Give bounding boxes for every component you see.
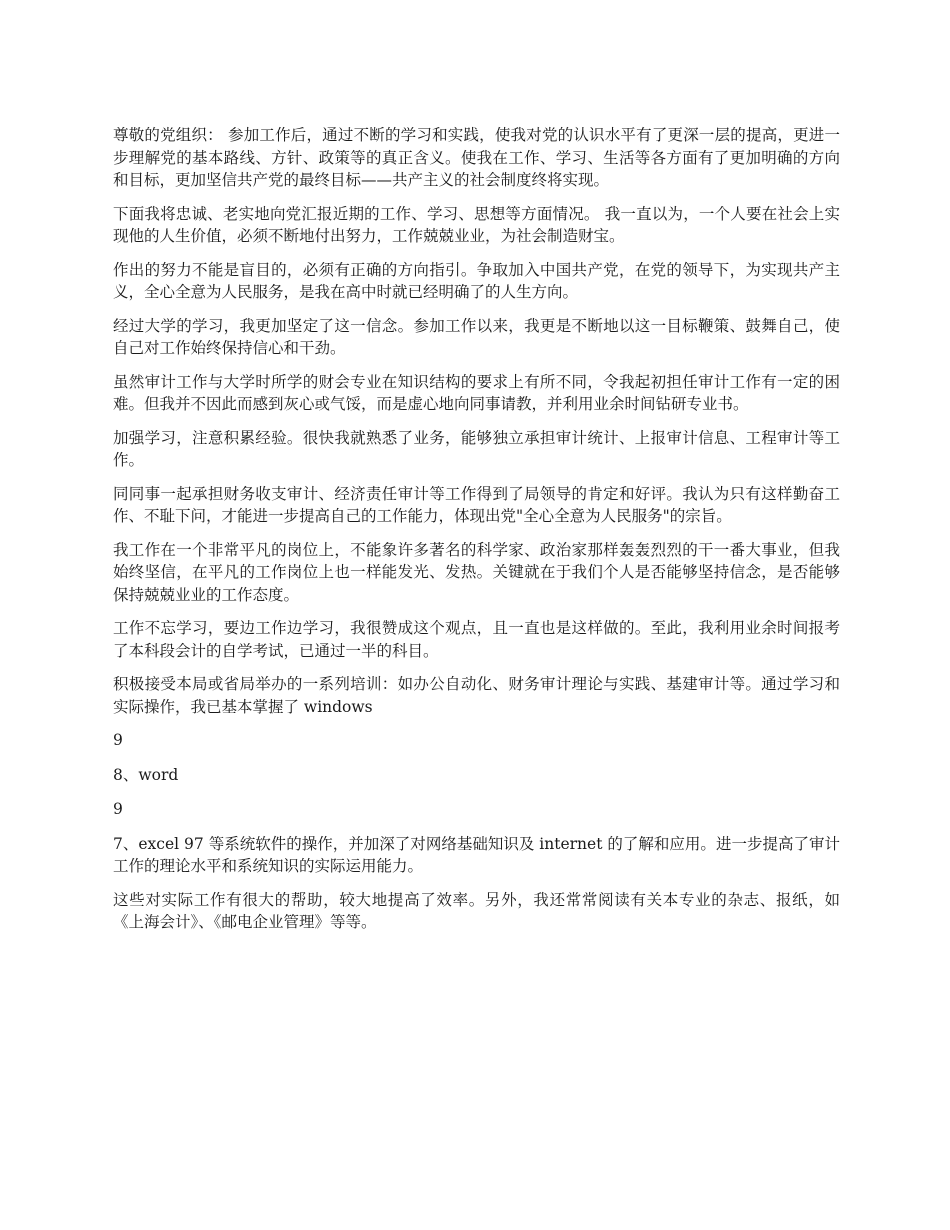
paragraph-1: 尊敬的党组织： 参加工作后，通过不断的学习和实践，使我对党的认识水平有了更深一层的提高，更进一步理解党的基本路线、方针、政策等的真正含义。使我在工作、学习、生活等各方面有了更加明确的方向和目标，更加坚信共产党的最终目标——共产主义的社会制度终将实现。 (113, 126, 840, 189)
paragraph-5: 虽然审计工作与大学时所学的财会专业在知识结构的要求上有所不同，令我起初担任审计工作有一定的困难。但我并不因此而感到灰心或气馁，而是虚心地向同事请教，并利用业余时间钻研专业书。 (113, 372, 840, 413)
paragraph-2: 下面我将忠诚、老实地向党汇报近期的工作、学习、思想等方面情况。 我一直以为，一个人要在社会上实现他的人生价值，必须不断地付出努力，工作兢兢业业，为社会制造财宝。 (113, 204, 840, 245)
paragraph-10: 积极接受本局或省局举办的一系列培训：如办公自动化、财务审计理论与实践、基建审计等。通过学习和实际操作，我已基本掌握了 windows (113, 675, 840, 716)
paragraph-12: 8、word (113, 765, 179, 784)
paragraph-13: 9 (113, 800, 123, 818)
paragraph-8: 我工作在一个非常平凡的岗位上，不能象许多著名的科学家、政治家那样轰轰烈烈的干一番大事业，但我始终坚信，在平凡的工作岗位上也一样能发光、发热。关键就在于我们个人是否能够坚持信念，是否能够保持兢兢业业的工作态度。 (113, 540, 840, 604)
paragraph-3: 作出的努力不能是盲目的，必须有正确的方向指引。争取加入中国共产党，在党的领导下，为实现共产主义，全心全意为人民服务，是我在高中时就已经明确了的人生方向。 (113, 260, 840, 301)
document-body (113, 124, 840, 945)
paragraph-6: 加强学习，注意积累经验。很快我就熟悉了业务，能够独立承担审计统计、上报审计信息、工程审计等工作。 (113, 428, 840, 469)
paragraph-14: 7、excel 97 等系统软件的操作，并加深了对网络基础知识及 internet 的了解和应用。进一步提高了审计工作的理论水平和系统知识的实际运用能力。 (113, 834, 840, 875)
paragraph-11: 9 (113, 731, 123, 749)
paragraph-7: 同同事一起承担财务收支审计、经济责任审计等工作得到了局领导的肯定和好评。我认为只有这样勤奋工作、不耻下问，才能进一步提高自己的工作能力，体现出党"全心全意为人民服务"的宗旨。 (113, 484, 840, 525)
paragraph-4: 经过大学的学习，我更加坚定了这一信念。参加工作以来，我更是不断地以这一目标鞭策、鼓舞自己，使自己对工作始终保持信心和干劲。 (113, 316, 840, 357)
paragraph-15: 这些对实际工作有很大的帮助，较大地提高了效率。另外，我还常常阅读有关本专业的杂志、报纸，如《上海会计》、《邮电企业管理》等等。 (113, 890, 840, 931)
paragraph-9: 工作不忘学习，要边工作边学习，我很赞成这个观点，且一直也是这样做的。至此，我利用业余时间报考了本科段会计的自学考试，已通过一半的科目。 (113, 619, 840, 660)
